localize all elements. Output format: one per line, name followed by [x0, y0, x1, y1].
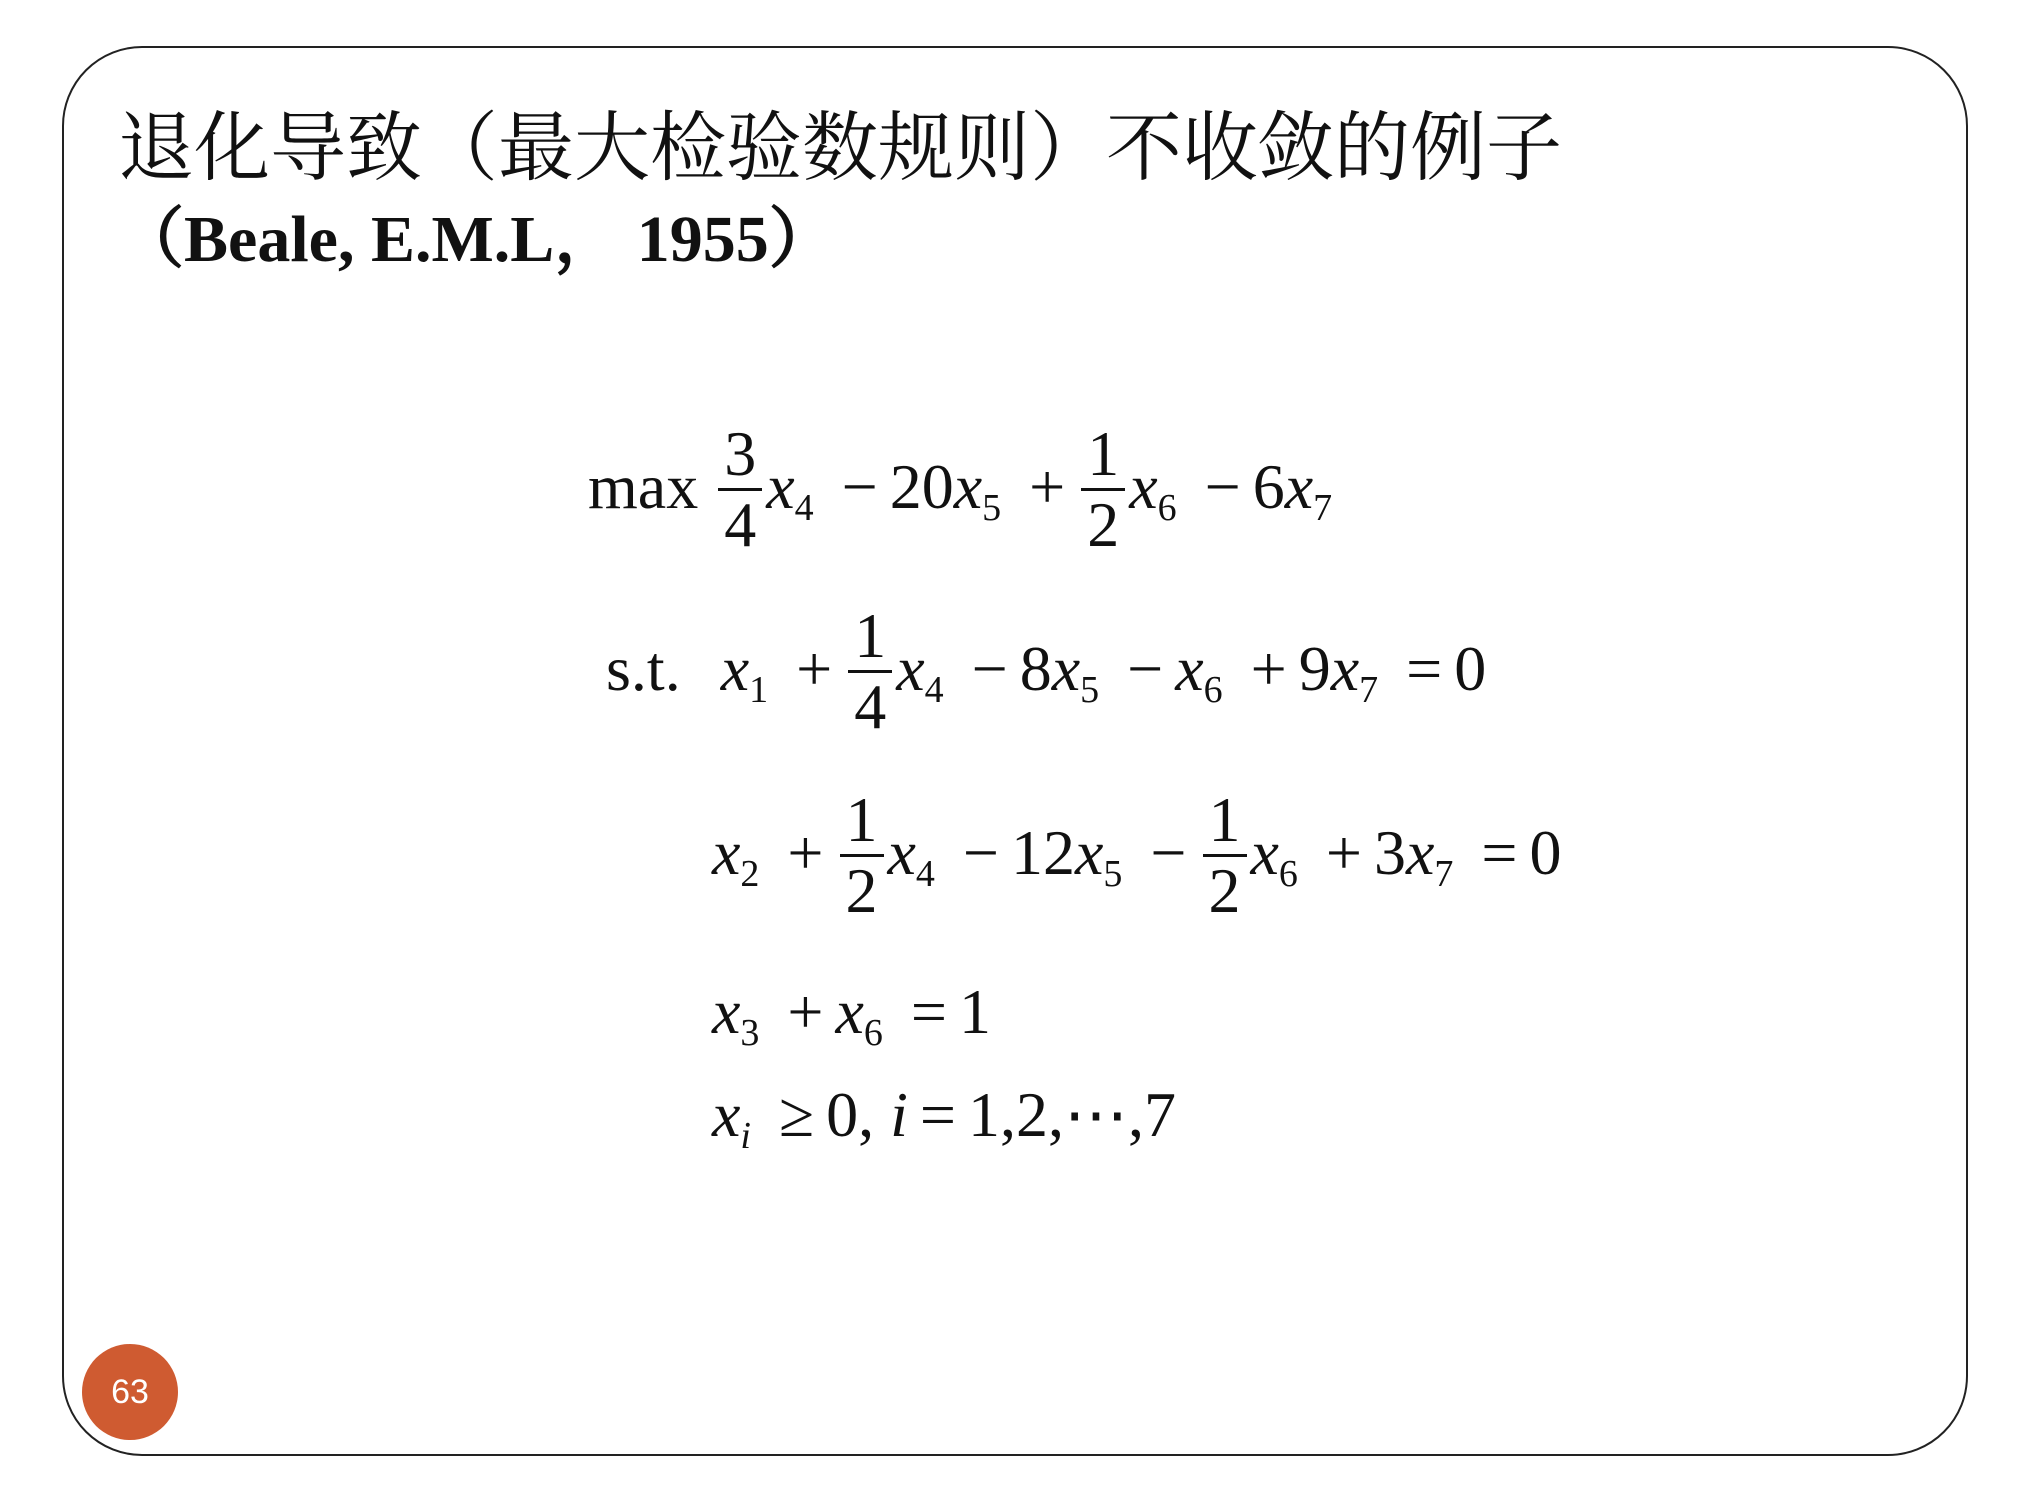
fraction-1-4: $\frac{1}{4}$ [848, 602, 892, 741]
objective-function: max $\frac{3}{4}$ $x_4 - 20x_5$ + $\frac{1}{2}$ $x_6 - 6x_7$ [588, 418, 1333, 560]
constraint-3: $x_3 + x_6 = 1$ [712, 976, 991, 1054]
max-keyword: max [588, 451, 699, 523]
title-line-1: 退化导致（最大检验数规则）不收敛的例子 [118, 103, 1562, 192]
constraint-nonnegativity: $x_i \ge 0$, i = 1,2,⋯,7 [712, 1079, 1176, 1157]
fraction-3-4: $\frac{3}{4}$ [718, 420, 762, 559]
fraction-1-2-a: $\frac{1}{2}$ [840, 786, 884, 925]
fraction-1-2: $\frac{1}{2}$ [1081, 420, 1125, 559]
constraint-1: s.t. $x_1$ + $\frac{1}{4}$ $x_4 - 8x_5 - x_6 + 9x_7 = 0$ [606, 600, 1487, 742]
st-label: s.t. [606, 633, 681, 705]
fraction-1-2-b: $\frac{1}{2}$ [1203, 786, 1247, 925]
title-line-2: （Beale, E.M.L， 1955） [118, 203, 835, 276]
constraint-2: $x_2$ + $\frac{1}{2}$ $x_4 - 12x_5$ − $\frac{1}{2}$ $x_6 + 3x_7 = 0$ [712, 784, 1562, 926]
slide-title [118, 102, 1562, 286]
page-number-badge: 63 [82, 1344, 178, 1440]
